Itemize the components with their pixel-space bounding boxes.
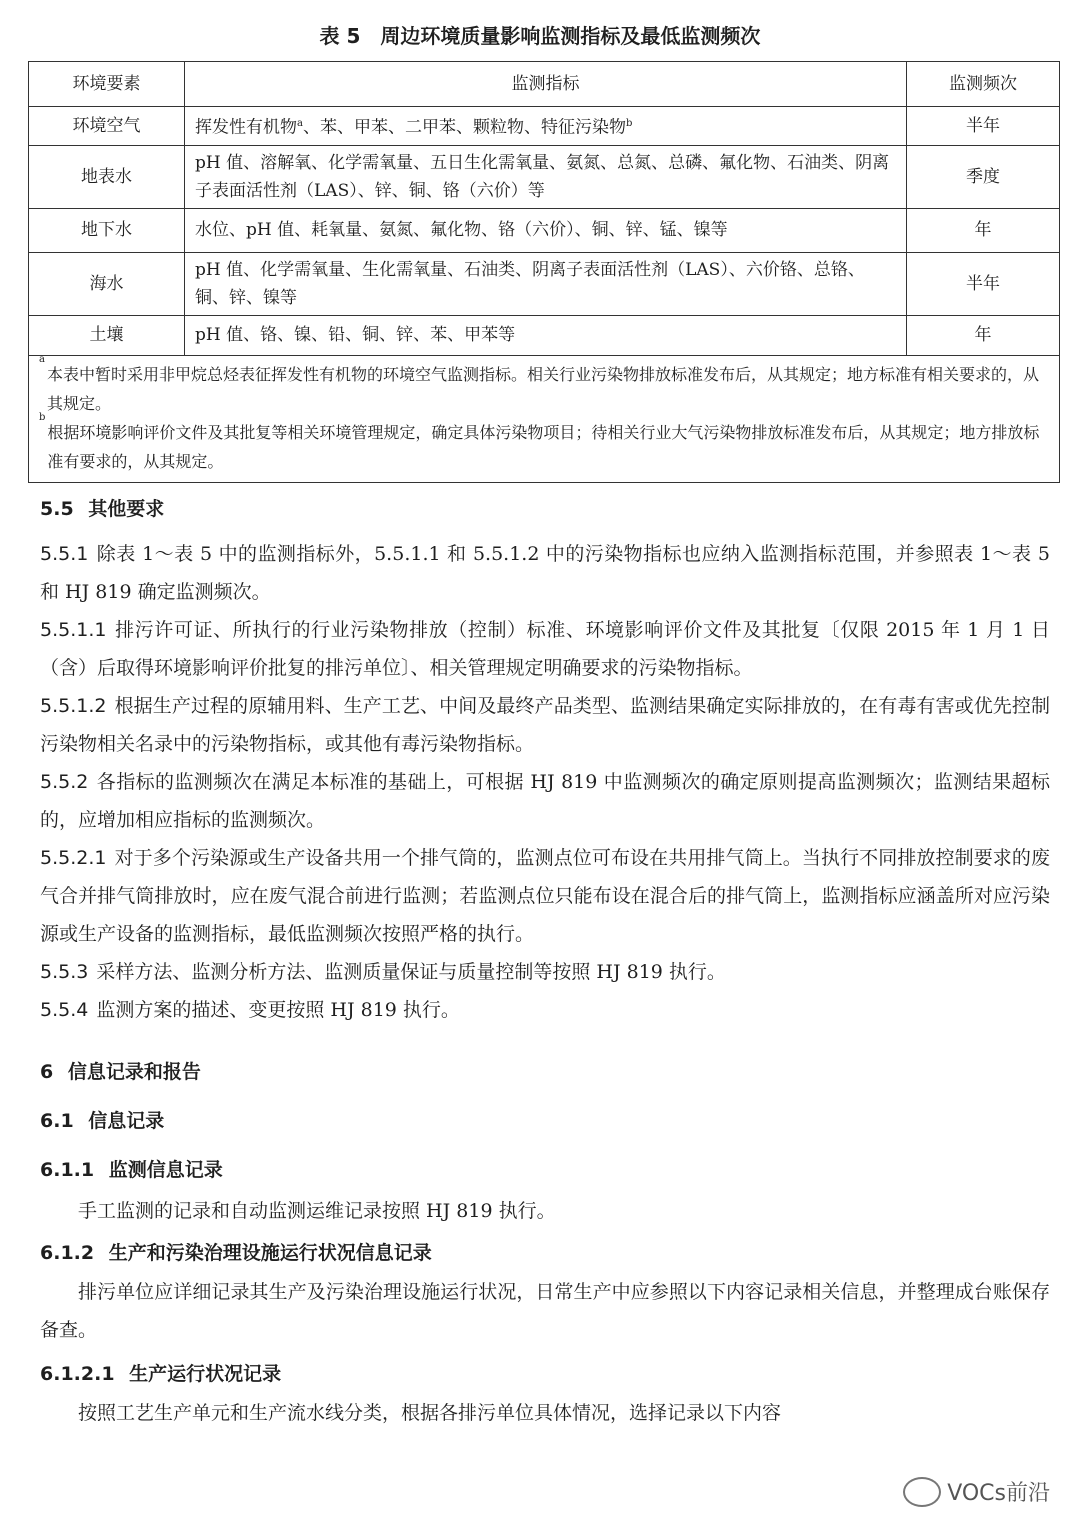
monitoring-table xyxy=(28,61,1060,483)
clause: 5.5.1.2 根据生产过程的原辅用料、生产工艺、中间及最终产品类型、监测结果确定实际排放的，在有毒有害或优先控制污染物相关名录中的污染物指标，或其他有毒污染物指标。 xyxy=(40,695,1050,755)
row-frequency: 半年 xyxy=(907,107,1060,146)
paragraph: 按照工艺生产单元和生产流水线分类，根据各排污单位具体情况，选择记录以下内容 xyxy=(78,1402,782,1424)
footnote-b: b 根据环境影响评价文件及其批复等相关环境管理规定，确定具体污染物项目；待相关行业大气污染物排放标准发布后，从其规定；地方排放标准有要求的，从其规定。 xyxy=(39,411,1040,471)
clause: 5.5.2 各指标的监测频次在满足本标准的基础上，可根据 HJ 819 中监测频次的确定原则提高监测频次；监测结果超标的，应增加相应指标的监测频次。 xyxy=(40,771,1050,831)
row-element: 地下水 xyxy=(29,208,185,252)
subsection-heading: 6.1.1 监测信息记录 xyxy=(40,1159,223,1181)
wechat-icon xyxy=(903,1477,941,1507)
row-indicators: pH 值、铬、镍、铅、铜、锌、苯、甲苯等 xyxy=(185,315,907,355)
clause: 5.5.4 监测方案的描述、变更按照 HJ 819 执行。 xyxy=(40,999,460,1021)
footnote-mark-b: b xyxy=(625,118,633,129)
row-element: 土壤 xyxy=(29,315,185,355)
table-row xyxy=(29,315,1060,355)
paragraph: 排污单位应详细记录其生产及污染治理设施运行状况，日常生产中应参照以下内容记录相关信息，并整理成台账保存备查。 xyxy=(40,1281,1050,1341)
row-indicators: 水位、pH 值、耗氧量、氨氮、氟化物、铬（六价）、铜、锌、锰、镍等 xyxy=(185,208,907,252)
table-notes-row xyxy=(29,355,1060,482)
table-title: 表 5 周边环境质量影响监测指标及最低监测频次 xyxy=(319,24,761,48)
row-indicators: pH 值、溶解氧、化学需氧量、五日生化需氧量、氨氮、总氮、总磷、氟化物、石油类、阴离子表面活性剂（LAS）、锌、铜、铬（六价）等 xyxy=(185,145,907,208)
row-frequency: 半年 xyxy=(907,252,1060,315)
row-frequency: 年 xyxy=(907,208,1060,252)
row-element: 地表水 xyxy=(29,145,185,208)
footnote-mark-a: a xyxy=(297,118,303,129)
section-heading: 6.1 信息记录 xyxy=(40,1110,165,1132)
header-element: 环境要素 xyxy=(29,62,185,107)
section-heading: 5.5 其他要求 xyxy=(40,498,165,520)
table-row xyxy=(29,145,1060,208)
header-indicators: 监测指标 xyxy=(185,62,907,107)
row-indicators: pH 值、化学需氧量、生化需氧量、石油类、阴离子表面活性剂（LAS）、六价铬、总铬、铜、锌、镍等 xyxy=(185,252,907,315)
clause: 5.5.2.1 对于多个污染源或生产设备共用一个排气筒的，监测点位可布设在共用排气筒上。当执行不同排放控制要求的废气合并排气筒排放时，应在废气混合前进行监测；若监测点位只能布设在混合后的排气筒上，监测指标应涵盖所对应污染源或生产设备的监测指标，最低监测频次按照严格的执行。 xyxy=(40,847,1050,945)
header-frequency: 监测频次 xyxy=(907,62,1060,107)
watermark-text: VOCs前沿 xyxy=(947,1481,1050,1506)
row-frequency: 年 xyxy=(907,315,1060,355)
clause: 5.5.3 采样方法、监测分析方法、监测质量保证与质量控制等按照 HJ 819 执行。 xyxy=(40,961,726,983)
clause: 5.5.1.1 排污许可证、所执行的行业污染物排放（控制）标准、环境影响评价文件及其批复〔仅限 2015 年 1 月 1 日（含）后取得环境影响评价批复的排污单位〕、相关管理规定明确要求的污染物指标。 xyxy=(40,619,1050,679)
table-notes xyxy=(29,355,1060,482)
row-element: 环境空气 xyxy=(29,107,185,146)
footnote-a: a 本表中暂时采用非甲烷总烃表征挥发性有机物的环境空气监测指标。相关行业污染物排放标准发布后，从其规定；地方标准有相关要求的，从其规定。 xyxy=(39,353,1039,413)
subsection-heading: 6.1.2.1 生产运行状况记录 xyxy=(40,1363,282,1385)
table-row xyxy=(29,208,1060,252)
paragraph: 手工监测的记录和自动监测运维记录按照 HJ 819 执行。 xyxy=(78,1200,556,1222)
table-header-row xyxy=(29,62,1060,107)
table-row xyxy=(29,107,1060,146)
table-row xyxy=(29,252,1060,315)
clause: 5.5.1 除表 1～表 5 中的监测指标外，5.5.1.1 和 5.5.1.2 中的污染物指标也应纳入监测指标范围，并参照表 1～表 5 和 HJ 819 确定监测频次。 xyxy=(40,543,1050,603)
row-element: 海水 xyxy=(29,252,185,315)
chapter-heading: 6 信息记录和报告 xyxy=(40,1061,201,1083)
watermark xyxy=(903,1476,1050,1507)
document-body xyxy=(40,494,1050,1432)
row-frequency: 季度 xyxy=(907,145,1060,208)
row-indicators: 挥发性有机物$^a$、苯、甲苯、二甲苯、颗粒物、特征污染物$^b$ xyxy=(185,107,907,146)
subsection-heading: 6.1.2 生产和污染治理设施运行状况信息记录 xyxy=(40,1242,432,1264)
